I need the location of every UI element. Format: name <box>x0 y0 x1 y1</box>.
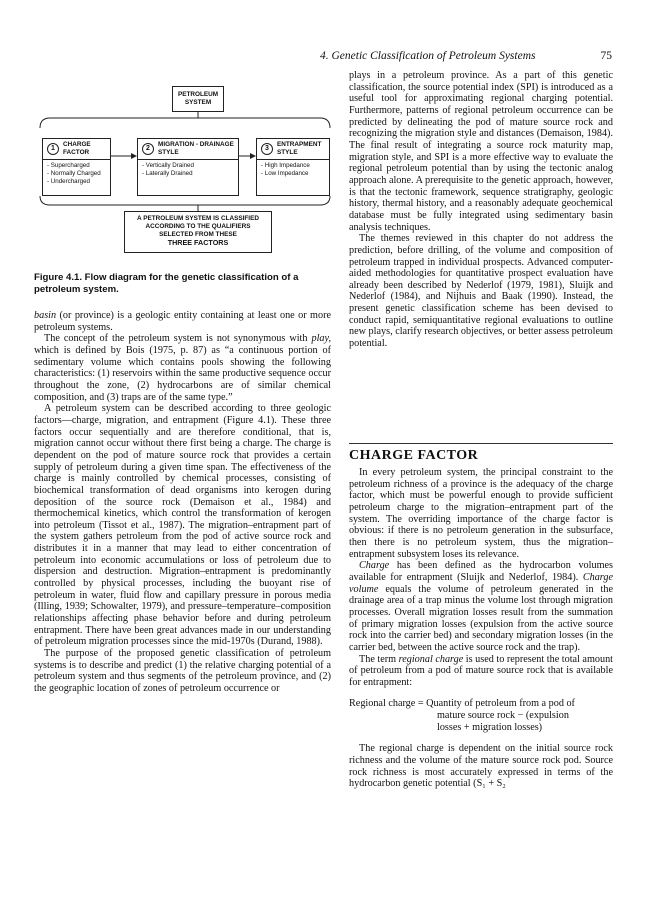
paragraph: The regional charge is dependent on the initial source rock richness and the volume of the mature source rock pod. Source rock richness is most accurately expressed in terms of the hydrocarbon genetic potential (S₁ + S₂ <box>349 743 613 790</box>
italic-term: basin <box>34 310 57 321</box>
factor1-item: - Undercharged <box>47 178 90 185</box>
petroleum-system-box <box>172 86 224 112</box>
paragraph <box>349 560 613 653</box>
chapter-title: 4. Genetic Classification of Petroleum Systems <box>320 50 536 62</box>
paragraph <box>34 333 331 403</box>
factor-number-3: 3 <box>261 143 273 155</box>
figure-caption-text: Flow diagram for the genetic classification of a petroleum system. <box>34 272 299 295</box>
formula-line: losses + migration losses) <box>437 721 543 733</box>
paragraph: The purpose of the proposed genetic classification of petroleum systems is to describe and predict (1) the relative charging potential of a petroleum system and thus segments of the petroleum province, and (2) the geographic location of zones of petroleum occurrence or <box>34 648 331 694</box>
text-span: is used to represent the total amount of petroleum from a pod of mature source rock that is available for entrapment: <box>349 653 613 688</box>
page-number: 75 <box>600 50 612 62</box>
factor-number-2: 2 <box>142 143 154 155</box>
italic-term: Charge volume <box>349 571 613 595</box>
section-heading: CHARGE FACTOR <box>349 448 479 463</box>
factor2-item: - Vertically Drained <box>142 162 194 169</box>
text-span: which is defined by Bois (1975, p. 87) as “a continuous portion of sedimentary volume which contains pools showing the following characteristics: (1) reservoirs within the same productive sequence occur throughout the zone, (2) hydrocarbons are of similar chemical composition, and (3) traps are of the same type.” <box>34 344 331 403</box>
paragraph <box>349 654 613 689</box>
factor1-item: - Supercharged <box>47 162 90 169</box>
italic-term: play, <box>311 333 331 345</box>
paragraph: plays in a petroleum province. As a part of this genetic classification, the source potential index (SPI) is introduced as a useful tool for approximating regional charging potential. Furthermore, patterns of regional petroleum occurrence can be predicted by delineating the pod of mature source rock and recognizing the migration style and distances (Demaison, 1984). The final result of integrating a source rock maturity map, migration style, and SPI is a more effective way to evaluate the regional petroleum potential than by using the tectonic analog approach alone. A prerequisite to the genetic approach, however, is that the tectonic framework, sequence stratigraphy, geologic history, thermal history, and a reasonably adequate geochemical database must be fully integrated using sedimentary basin analysis techniques. <box>349 70 613 233</box>
section-divider <box>349 443 613 444</box>
text-span: The concept of the petroleum system is not synonymous with <box>44 333 312 345</box>
formula-line: Regional charge = Quantity of petroleum from a pod of <box>349 698 575 710</box>
factor1-item: - Normally Charged <box>47 170 101 177</box>
factor-title-2: MIGRATION - DRAINAGE STYLE <box>158 141 234 156</box>
entrapment-style-box <box>256 138 330 196</box>
factor-title-1: CHARGE FACTOR <box>63 141 91 156</box>
italic-term: regional charge <box>398 653 464 665</box>
italic-term: Charge <box>359 560 390 572</box>
factor2-item: - Laterally Drained <box>142 170 193 177</box>
charge-factor-box <box>42 138 111 196</box>
migration-drainage-box <box>137 138 239 196</box>
text-span: has been defined as the hydrocarbon volumes available for entrapment (Sluijk and Nederlof, 1984). <box>349 560 613 583</box>
factor3-item: - Low Impedance <box>261 170 309 177</box>
paragraph <box>34 310 331 333</box>
text-span: equals the volume of petroleum generated in the drainage area of a trap minus the volume lost through migration processes. Overall migration losses result from the summation of primary migration losses (expulsion from the active source rock into the carrier bed) and secondary migration losses (in the carrier bed, between the active source rock and the trap). <box>349 583 613 653</box>
text-span: The term <box>359 653 399 665</box>
figure-caption <box>34 272 331 295</box>
figure-label: Figure 4.1. <box>34 272 82 283</box>
formula-line: mature source rock − (expulsion <box>437 710 569 722</box>
charge-factor-section <box>349 467 613 790</box>
classification-text: A PETROLEUM SYSTEM IS CLASSIFIED ACCORDING TO THE QUALIFIERS SELECTED FROM THESE <box>137 215 259 238</box>
classification-emphasis: THREE FACTORS <box>167 238 229 247</box>
left-column <box>34 310 331 695</box>
factor3-item: - High Impedance <box>261 162 310 169</box>
classification-box <box>124 211 272 253</box>
text-span: (or province) is a geologic entity containing at least one or more petroleum systems. <box>34 310 331 333</box>
factor-number-1: 1 <box>47 143 59 155</box>
regional-charge-formula <box>349 698 613 733</box>
paragraph: A petroleum system can be described according to three geologic factors—charge, migration, and entrapment (Figure 4.1). These three factors occur sequentially and are therefore conditional, that is, migration cannot occur without there first being a charge. The charge is dependent on the pod of mature source rock that provides a certain supply of petroleum during a given time span. The effectiveness of the charge is mainly controlled by chemical processes, consisting of biochemical transformation of dead organisms into kerogen during deposition of the source rock (Demaison et al., 1984) and thermochemical kinetics, which control the transformation of kerogen into petroleum (Tissot et al., 1987). The migration–entrapment part of the system gathers petroleum from the pod of active source rock and distributes it in a manner that may lead to either concentration of petroleum into economic accumulations or loss of petroleum due to dispersion and destruction. Migration–entrapment is predominantly controlled by physical processes, including the buoyant rise of petroleum in water, fluid flow and capillary pressure in porous media (Illing, 1939; Schowalter, 1979), and pressure–temperature–composition relationships affecting phase behavior before and during petroleum entrapment. There have been great advances made in our understanding of petroleum migration processes since the mid-1970s (Durand, 1988). <box>34 403 331 648</box>
paragraph: The themes reviewed in this chapter do not address the prediction, before drilling, of the volume and composition of petroleum trapped in individual prospects. Advanced computer-aided methodologies for quantitative prospect evaluation have already been described by Nederlof (1979, 1981), Sluijk and Nederlof (1984), and Nijhuis and Baak (1990). Instead, the present genetic classification scheme has been devised to conduct rapid, semiquantitative regional evaluations to outline new plays, clarify research objectives, or better assess petroleum potential. <box>349 233 613 350</box>
petroleum-system-label: PETROLEUM SYSTEM <box>177 91 219 106</box>
paragraph: In every petroleum system, the principal constraint to the petroleum richness of a province is the adequacy of the charge factor, which must be powerful enough to provide sufficient petroleum charge to the migration–entrapment part of the system. The overriding importance of the charge factor is obvious: if there is no petroleum generation in the subsurface, then there is no petroleum system, thus the migration–entrapment subsystem loses its relevance. <box>349 467 613 560</box>
right-column <box>349 70 613 350</box>
factor-title-3: ENTRAPMENT STYLE <box>277 141 322 156</box>
